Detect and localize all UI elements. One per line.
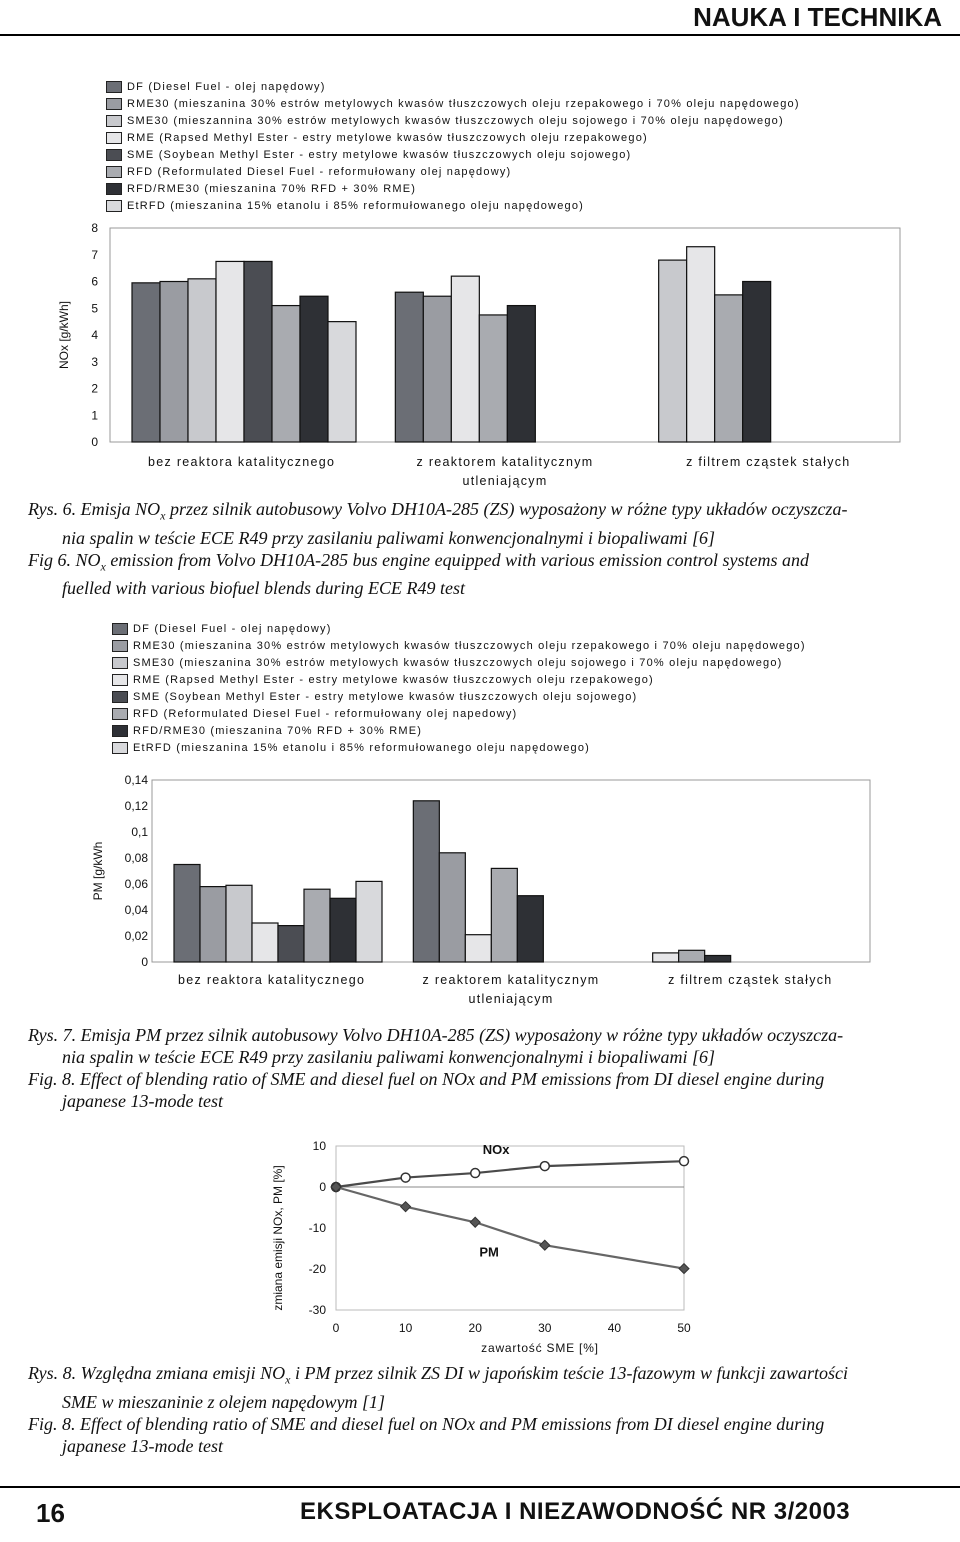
category-label: bez reaktora katalitycznego: [148, 455, 336, 469]
y-axis-label: PM [g/kWh: [91, 841, 105, 901]
legend-item: [106, 163, 956, 180]
category-label: z filtrem cząstek stałych: [686, 455, 851, 469]
bar: [451, 276, 479, 442]
y-tick-label: 0,1: [131, 825, 148, 839]
pm-bar-chart: [70, 770, 950, 1015]
data-point: [470, 1217, 480, 1227]
caption-fig6: Rys. 6. Emisja $NO_x$ przez silnik autobusowy Volvo DH10A-285 (ZS) wyposażony w różne typy układów oczyszcza- nia spalin w teście ECE R49 przy zasilaniu paliwami konwencjonalnymi i biopaliwami [6] Fig 6. $NO_x$ emission from Volvo DH10A-285 bus engine equipped with various emission control systems and fuelled with various biofuel blends during ECE R49 test: [28, 499, 848, 599]
category-label: z filtrem cząstek stałych: [668, 973, 833, 987]
legend-label: SME (Soybean Methyl Ester - estry metylowe kwasów tłuszczowych oleju sojowego): [127, 148, 632, 161]
legend-swatch: [112, 640, 128, 652]
bar: [132, 283, 160, 442]
y-tick-label: 6: [91, 274, 98, 289]
category-label: utleniającym: [462, 474, 548, 488]
bar: [160, 282, 188, 443]
series-line: [336, 1161, 684, 1187]
x-tick-label: 0: [332, 1321, 340, 1335]
legend-label: SME (Soybean Methyl Ester - estry metylowe kwasów tłuszczowych oleju sojowego): [133, 690, 638, 703]
bar: [395, 292, 423, 442]
bar: [715, 295, 743, 442]
legend-swatch: [112, 657, 128, 669]
legend-label: SME30 (mieszanina 30% estrów metylowych kwasów tłuszczowych oleju sojowego i 70% oleju napędowego): [133, 656, 783, 669]
bar: [659, 260, 687, 442]
legend-item: [106, 78, 956, 95]
legend-swatch: [106, 81, 122, 93]
legend-label: RME (Rapsed Methyl Ester - estry metylowe kwasów tłuszczowych oleju rzepakowego): [127, 131, 648, 144]
bar: [439, 853, 465, 962]
legend-swatch: [106, 98, 122, 110]
data-point: [540, 1162, 549, 1171]
series-label: PM: [479, 1244, 499, 1260]
legend-swatch: [106, 183, 122, 195]
y-tick-label: 0,06: [124, 877, 148, 891]
caption-fig8: Rys. 8. Względna zmiana emisji $NO_x$ i PM przez silnik ZS DI w japońskim teście 13-fazowym w funkcji zawartości SME w mieszaninie z olejem napędowym [1] Fig. 8. Effect of blending ratio of SME and diesel fuel on NOx and PM emissions from DI diesel engine during japanese 13-mode test: [28, 1363, 848, 1456]
bar: [413, 801, 439, 962]
bar: [517, 896, 543, 962]
y-tick-label: 1: [91, 408, 98, 423]
bar: [272, 306, 300, 442]
data-point: [401, 1202, 411, 1212]
legend-swatch: [112, 725, 128, 737]
bar: [465, 935, 491, 962]
legend-item: [106, 197, 956, 214]
legend-label: RFD/RME30 (mieszanina 70% RFD + 30% RME): [127, 182, 417, 195]
bar: [653, 953, 679, 962]
legend-swatch: [112, 691, 128, 703]
y-tick-label: 0: [141, 955, 148, 969]
y-tick-label: -10: [308, 1221, 326, 1235]
y-tick-label: -30: [308, 1303, 326, 1317]
series-label: NOx: [482, 1142, 510, 1158]
x-tick-label: 50: [677, 1321, 691, 1335]
data-point: [680, 1157, 689, 1166]
bar: [507, 306, 535, 442]
y-tick-label: 5: [91, 301, 98, 316]
x-axis-label: zawartość SME [%]: [481, 1341, 599, 1355]
journal-name: EKSPLOATACJA I NIEZAWODNOŚĆ NR 3/2003: [300, 1498, 851, 1525]
y-axis-label: NOx [g/kWh]: [57, 300, 71, 370]
legend-item: [112, 688, 952, 705]
legend-label: SME30 (mieszannina 30% estrów metylowych kwasów tłuszczowych oleju sojowego i 70% oleju napędowego): [127, 114, 784, 127]
y-tick-label: 7: [91, 247, 98, 262]
y-axis-label: zmiana emisji NOx, PM [%]: [271, 1165, 285, 1311]
legend-label: DF (Diesel Fuel - olej napędowy): [127, 80, 326, 93]
bar: [330, 898, 356, 962]
bar: [356, 881, 382, 962]
y-tick-label: -20: [308, 1262, 326, 1276]
legend-item: [112, 671, 952, 688]
legend-item: [112, 654, 952, 671]
legend-item: [112, 722, 952, 739]
legend-swatch: [106, 132, 122, 144]
legend-swatch: [112, 742, 128, 754]
nox-bar-chart: [40, 218, 940, 490]
legend-nox: [106, 78, 956, 214]
bar: [252, 923, 278, 962]
legend-label: RFD/RME30 (mieszanina 70% RFD + 30% RME): [133, 724, 423, 737]
legend-swatch: [112, 674, 128, 686]
bar: [491, 868, 517, 962]
x-tick-label: 10: [398, 1321, 413, 1335]
data-point: [471, 1169, 480, 1178]
bar: [705, 956, 731, 963]
x-tick-label: 20: [468, 1321, 482, 1335]
data-point: [679, 1264, 689, 1274]
category-label: bez reaktora katalitycznego: [178, 973, 366, 987]
category-label: z reaktorem katalitycznym: [416, 455, 594, 469]
bar: [174, 865, 200, 963]
data-point: [401, 1173, 410, 1182]
bar: [743, 282, 771, 443]
legend-label: EtRFD (mieszanina 15% etanolu i 85% reformułowanego oleju napędowego): [127, 199, 585, 212]
y-tick-label: 0,04: [124, 903, 148, 917]
legend-item: [106, 129, 956, 146]
legend-swatch: [106, 166, 122, 178]
bar: [423, 296, 451, 442]
bar: [328, 322, 356, 442]
legend-item: [106, 95, 956, 112]
y-tick-label: 0: [91, 435, 98, 449]
legend-swatch: [106, 200, 122, 212]
category-label: utleniającym: [468, 992, 554, 1006]
bar: [687, 247, 715, 442]
legend-item: [112, 620, 952, 637]
legend-swatch: [106, 149, 122, 161]
category-label: z reaktorem katalitycznym: [422, 973, 600, 987]
data-point: [540, 1240, 550, 1250]
legend-swatch: [106, 115, 122, 127]
bar: [188, 279, 216, 442]
y-tick-label: 2: [91, 381, 98, 396]
y-tick-label: 0,08: [124, 851, 148, 865]
bar: [200, 887, 226, 962]
y-tick-label: 0,12: [124, 799, 148, 813]
legend-label: EtRFD (mieszanina 15% etanolu i 85% reformułowanego oleju napędowego): [133, 741, 591, 754]
bar: [244, 261, 272, 442]
bar: [300, 296, 328, 442]
legend-label: RFD (Reformulated Diesel Fuel - reformułowany olej napędowy): [127, 165, 512, 178]
legend-label: RME (Rapsed Methyl Ester - estry metylowe kwasów tłuszczowych oleju rzepakowego): [133, 673, 654, 686]
legend-label: RME30 (mieszanina 30% estrów metylowych kwasów tłuszczowych oleju rzepakowego i 70% oleju napędowego): [133, 639, 806, 652]
legend-item: [106, 146, 956, 163]
legend-swatch: [112, 623, 128, 635]
section-title: NAUKA I TECHNIKA: [693, 2, 942, 32]
page-header: [0, 0, 960, 36]
bar: [226, 885, 252, 962]
y-tick-label: 10: [312, 1139, 326, 1153]
legend-item: [112, 705, 952, 722]
caption-fig7: Rys. 7. Emisja PM przez silnik autobusowy Volvo DH10A-285 (ZS) wyposażony w różne typy układów oczyszcza- nia spalin w teście ECE R49 przy zasilaniu paliwami konwencjonalnymi i biopaliwami [6] Fig. 8. Effect of blending ratio of SME and diesel fuel on NOx and PM emissions from DI diesel engine during japanese 13-mode test: [28, 1025, 844, 1111]
legend-swatch: [112, 708, 128, 720]
y-tick-label: 3: [91, 354, 98, 369]
page-footer: [0, 1486, 960, 1542]
legend-item: [106, 112, 956, 129]
x-tick-label: 30: [538, 1321, 552, 1335]
legend-pm: [112, 620, 952, 756]
bar: [479, 315, 507, 442]
page-number: 16: [36, 1498, 65, 1528]
bar: [679, 950, 705, 962]
legend-label: RFD (Reformulated Diesel Fuel - reformułowany olej napedowy): [133, 707, 518, 720]
y-tick-label: 0: [319, 1180, 326, 1194]
legend-label: DF (Diesel Fuel - olej napędowy): [133, 622, 332, 635]
bar: [278, 926, 304, 962]
legend-item: [112, 637, 952, 654]
sme-line-chart: [260, 1136, 720, 1366]
y-tick-label: 0,02: [124, 929, 148, 943]
series-line: [336, 1187, 684, 1269]
x-tick-label: 40: [607, 1321, 622, 1335]
legend-item: [106, 180, 956, 197]
y-tick-label: 8: [91, 221, 98, 235]
y-tick-label: 4: [91, 328, 98, 342]
legend-item: [112, 739, 952, 756]
legend-label: RME30 (mieszanina 30% estrów metylowych kwasów tłuszczowych oleju rzepakowego i 70% oleju napędowego): [127, 97, 800, 110]
bar: [216, 261, 244, 442]
bar: [304, 889, 330, 962]
y-tick-label: 0,14: [124, 773, 148, 787]
